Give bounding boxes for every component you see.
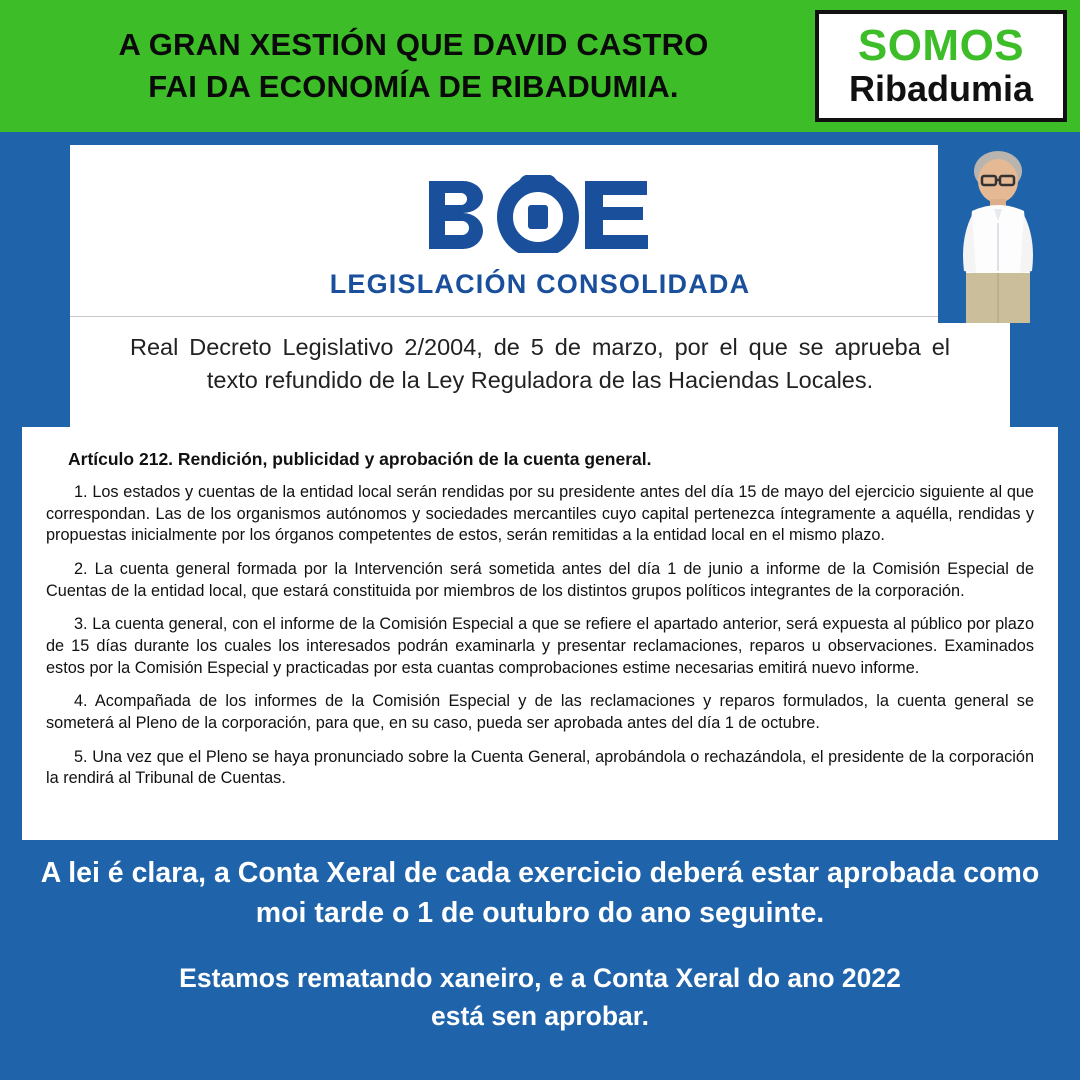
article-text-card xyxy=(22,427,1058,840)
boe-subtitle: LEGISLACIÓN CONSOLIDADA xyxy=(329,269,751,299)
poster-header xyxy=(0,0,1080,132)
message-secondary-line-1: Estamos rematando xaneiro, e a Conta Xeral do ano 2022 xyxy=(179,962,901,993)
article-heading: Artículo 212. Rendición, publicidad y aprobación de la cuenta general. xyxy=(68,449,652,469)
article-paragraph: 1. Los estados y cuentas de la entidad local serán rendidas por su presidente antes del día 15 de mayo del ejercicio siguiente al que correspondan. Las de los organismos autónomos y sociedades mercantiles cuyo capital pertenezca íntegramente a aquélla, rendidas y propuestas inicialmente por los órganos competentes de estos, serán remitidas a la entidad local en el mismo plazo. xyxy=(46,483,1034,545)
headline xyxy=(0,24,815,108)
brand-logo-top: SOMOS xyxy=(857,21,1025,71)
article-paragraph: 3. La cuenta general, con el informe de la Comisión Especial a que se refiere el apartado anterior, será expuesta al público por plazo de 15 días durante los cuales los interesados podrán examinarla y presentar reclamaciones, reparos u observaciones. Examinados estos por la Comisión Especial y practicadas por esta cuantas comprobaciones estime necesarias emitirá nuevo informe. xyxy=(46,615,1034,677)
article-paragraph: 5. Una vez que el Pleno se haya pronunciado sobre la Cuenta General, aprobándola o rechazándola, el presidente de la corporación la rendirá al Tribunal de Cuentas. xyxy=(46,747,1034,788)
article-paragraph: 2. La cuenta general formada por la Intervención será sometida antes del día 1 de junio a informe de la Comisión Especial de Cuentas de la entidad local, que estará constituida por miembros de los distintos grupos políticos integrantes de la corporación. xyxy=(46,560,1034,600)
boe-logo-icon xyxy=(70,145,1010,253)
boe-document-header xyxy=(70,145,1010,427)
bottom-messages xyxy=(0,845,1080,1080)
message-secondary xyxy=(28,960,1052,1035)
portrait-photo xyxy=(938,145,1058,323)
message-secondary-line-2: está sen aprobar. xyxy=(431,1000,649,1031)
boe-law-title: Real Decreto Legislativo 2/2004, de 5 de marzo, por el que se aprueba el texto refundido de la Ley Reguladora de las Haciendas Locales. xyxy=(130,334,950,394)
headline-line-1: A GRAN XESTIÓN QUE DAVID CASTRO xyxy=(118,27,709,63)
headline-line-2: FAI DA ECONOMÍA DE RIBADUMIA. xyxy=(148,69,679,104)
message-primary: A lei é clara, a Conta Xeral de cada exercicio deberá estar aprobada como moi tarde o 1 de outubro do ano seguinte. xyxy=(40,857,1040,930)
article-paragraph: 4. Acompañada de los informes de la Comisión Especial y de las reclamaciones y reparos formulados, la cuenta general se someterá al Pleno de la corporación, para que, en su caso, pueda ser aprobada antes del día 1 de octubre. xyxy=(46,692,1034,733)
brand-logo-bottom: Ribadumia xyxy=(848,68,1034,110)
brand-logo xyxy=(815,10,1067,122)
